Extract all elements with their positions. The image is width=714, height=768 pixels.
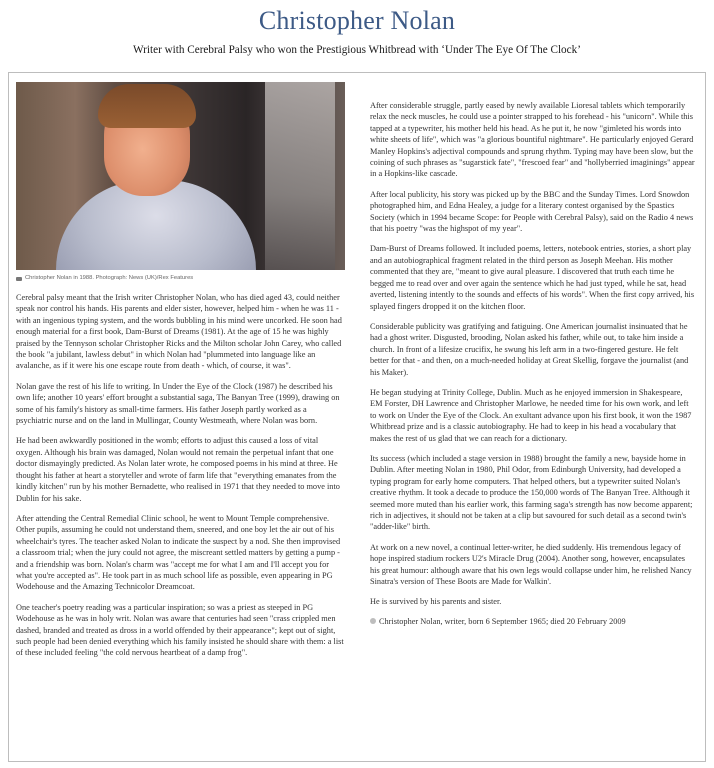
- camera-icon: [16, 277, 22, 281]
- photo-window: [265, 82, 335, 270]
- signature-text: Christopher Nolan, writer, born 6 September 1965; died 20 February 2009: [379, 616, 626, 626]
- paragraph: Its success (which included a stage version in 1988) brought the family a new, bayside home in Dublin. After meeting Nolan in 1980, Phil Odor, from Edinburgh University, had developed a typing program for early home computers. That helped others, but a typewriter suited Nolan's creative rhythm. It took a decade to produce the 150,000 words of The Banyan Tree. Although it seemed more muted than his earlier work, this farming saga's strength has now become apparent; rich in adjectives, it should not be taken at a clip but savoured for such detail as a second twin's "adder-like" birth.: [370, 453, 693, 532]
- left-column: [16, 82, 345, 659]
- portrait-photo: [16, 82, 345, 270]
- paragraph: After local publicity, his story was picked up by the BBC and the Sunday Times. Lord Snowdon photographed him, and Edna Healey, a judge for a literary contest organised by the Spastics Society (which in 1994 became Scope: for People with Cerebral Palsy), said on the Radio 4 news that his poetry "was the highspot of my year".: [370, 189, 694, 234]
- paragraph: Considerable publicity was gratifying and fatiguing. One American journalist insinuated that he had a ghost writer. Disgusted, brooding, Nolan asked his father, while out, to take him inside a church. In front of a lifesize crucifix, he swung his left arm in a two-fingered gesture. He felt better for that - and then, on a much-needed holiday at Great Skellig, forgave the journalist (and his Maker).: [370, 321, 689, 377]
- paragraph: After attending the Central Remedial Clinic school, he went to Mount Temple comprehensive. Other pupils, assuming he could not understand them, sneered, and one boy let the air out of his wheelchair's tyres. The teacher asked Nolan to indicate the suspect by a nod. She then improvised a classroom trial; when the jury could not agree, the miscreant settled matters by getting a pump - and a friendship was born. Nolan's charm was "accept me for what I am and I'll accept you for what you're accepted as". He took part in as much school life as possible, even appearing in PG Wodehouse and the Amazing Technicolor Dreamcoat.: [16, 513, 341, 592]
- paragraph: One teacher's poetry reading was a particular inspiration; so was a priest as steeped in PG Wodehouse as he was in holy writ. Nolan was aware that centuries had seen "crass crippled men dashed, branded and treated as dross in a world offended by their appearance"; kept out of sight, such people had been denied everything which his family insisted he should share with them: a list of these included feeling "the cold nervous heartbeat of a damp frog".: [16, 602, 344, 658]
- page-title: Christopher Nolan: [258, 6, 456, 35]
- photo-caption: [16, 274, 345, 283]
- obituary-signature: [370, 616, 696, 627]
- paragraph: He is survived by his parents and sister.: [370, 597, 502, 607]
- photo-caption-text: Christopher Nolan in 1988. Photograph: News (UK)/Rex Features: [25, 274, 194, 281]
- paragraph: After considerable struggle, partly eased by newly available Lioresal tablets which temporarily relax the neck muscles, he could use a pointer strapped to his forehead - his "unicorn". While this tapped at a typewriter, his mother held his head. As he put it, he now "gimleted his words into white sheets of life", which was "a glorious bountiful nightmare". He particularly enjoyed Gerard Manley Hopkins's adjectival compounds and sprung rhythm. Typing may have been slow, but the coining of such phrases as "sugarstick fate", "frescoed fear" and "hollyberried imaginings" appear in a Hopkins-like cascade.: [370, 101, 695, 179]
- paragraph: He had been awkwardly positioned in the womb; efforts to adjust this caused a loss of vital oxygen. Although his brain was damaged, Nolan would not remain the perpetual infant that one doctor dismayingly predicted. As Nolan later wrote, he composed poems in his mind at three. He thought his father at heart a storyteller and wrote of farm life that "everything emanates from the kindly kitchen" run by his mother Bernadette, who realised in 1971 that they needed to move into Dublin for his sake.: [16, 436, 340, 503]
- page-subtitle: Writer with Cerebral Palsy who won the Prestigious Whitbread with ‘Under The Eye Of The Clock’: [133, 44, 581, 56]
- paragraph: He began studying at Trinity College, Dublin. Much as he enjoyed immersion in Shakespeare, EM Forster, DH Lawrence and Christopher Marlowe, he needed time for his own work, and left to work on Under the Eye of the Clock. An exultant advance upon his first book, it won the 1987 Whitbread prize and is a classic autobiography. He had to keep in his head a vocabulary that makes the rest of us glad that we can reach for a dictionary.: [370, 387, 692, 443]
- paragraph: Nolan gave the rest of his life to writing. In Under the Eye of the Clock (1987) he described his own life; another 10 years' effort brought a substantial saga, The Banyan Tree (1999), drawing on some of his family's history as small-time farmers. His father Joseph partly worked as a psychiatric nurse and on the land in Mullingar, County Westmeath, where Nolan was born.: [16, 381, 340, 426]
- right-column: [370, 100, 696, 627]
- paragraph: Cerebral palsy meant that the Irish writer Christopher Nolan, who has died aged 43, could neither speak nor control his hands. His parents and elder sister, however, helped him - when he was 11 - with an ingenious typing system, and the words bubbling in his mind were uncorked. He soon had enough material for a first book, Dam-Burst of Dreams (1981). At the age of 15 he was highly praised by the Tennyson scholar Christopher Ricks and the Milton scholar John Carey, who called the book "a jubilant, lawless debut" in which Nolan had "plummeted into language like an avalanche, as if it were his one escape route from death - which, of course, it was".: [16, 293, 342, 371]
- bullet-icon: [370, 618, 376, 624]
- photo-hair: [98, 84, 196, 128]
- paragraph: Dam-Burst of Dreams followed. It included poems, letters, notebook entries, stories, a short play and an autobiographical fragment related in the third person as Joseph Meehan. His mother commented that they are, "meant to give aural pleasure. I discovered that truth each time he begged me to read over and over again the sentence which he had just typed, while he sat, head averted, listening intently to the sounds and effects of his words". When the first copy arrived, his splayed fingers dropped it on the kitchen floor.: [370, 244, 695, 311]
- paragraph: At work on a new novel, a continual letter-writer, he died suddenly. His tremendous legacy of hope inspired stadium rockers U2's Miracle Drug (2004). Another song, however, encapsulates his great humour: although aware that his own legs would collapse under him, he relished Nancy Sinatra's version of These Boots are Made for Walkin'.: [370, 542, 692, 587]
